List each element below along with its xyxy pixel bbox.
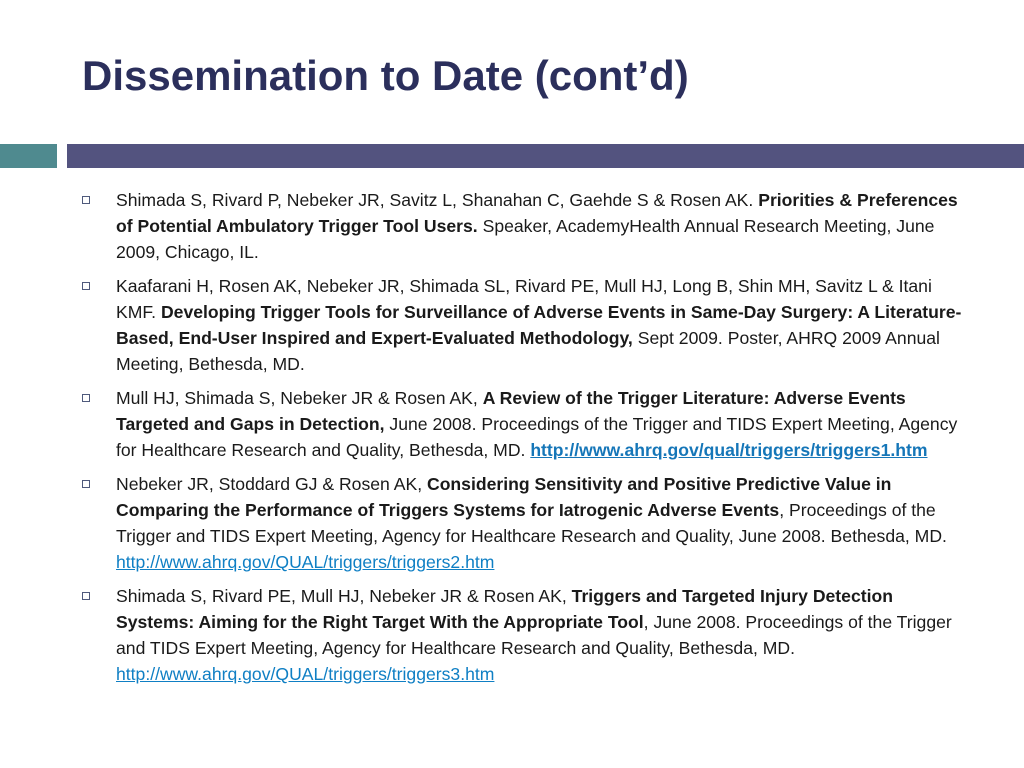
- ref-details: June 2008. Proceedings of the Trigger and TIDS Expert Meeting, Agency for Healthcare Research and Quality, Bethesda, MD.: [116, 414, 958, 460]
- square-bullet-icon: [82, 196, 90, 204]
- accent-bar-blue: [67, 144, 1024, 168]
- ref-title: Considering Sensitivity and Positive Predictive Value in Comparing the Performance of Triggers Systems for Iatrogenic Adverse Events: [116, 474, 892, 520]
- ref-link[interactable]: http://www.ahrq.gov/QUAL/triggers/triggers2.htm: [116, 552, 495, 572]
- ref-authors: Shimada S, Rivard P, Nebeker JR, Savitz L, Shanahan C, Gaehde S & Rosen AK.: [116, 190, 759, 210]
- ref-details: Speaker, AcademyHealth Annual Research Meeting, June 2009, Chicago, IL.: [116, 216, 935, 262]
- square-bullet-icon: [82, 282, 90, 290]
- ref-authors: Shimada S, Rivard PE, Mull HJ, Nebeker JR & Rosen AK,: [116, 586, 572, 606]
- list-item: [80, 273, 972, 377]
- ref-details: Sept 2009. Poster, AHRQ 2009 Annual Meeting, Bethesda, MD.: [116, 328, 940, 374]
- ref-link[interactable]: http://www.ahrq.gov/QUAL/triggers/triggers3.htm: [116, 664, 495, 684]
- ref-authors: Kaafarani H, Rosen AK, Nebeker JR, Shimada SL, Rivard PE, Mull HJ, Long B, Shin MH, Savitz L & Itani KMF.: [116, 276, 932, 322]
- ref-details: , Proceedings of the Trigger and TIDS Expert Meeting, Agency for Healthcare Research and Quality, June 2008. Bethesda, MD.: [116, 500, 947, 546]
- list-item: [80, 385, 972, 463]
- ref-authors: Nebeker JR, Stoddard GJ & Rosen AK,: [116, 474, 427, 494]
- square-bullet-icon: [82, 592, 90, 600]
- page-title: Dissemination to Date (cont’d): [82, 52, 689, 99]
- ref-authors: Mull HJ, Shimada S, Nebeker JR & Rosen AK,: [116, 388, 483, 408]
- reference-list: [80, 187, 972, 695]
- ref-link[interactable]: http://www.ahrq.gov/qual/triggers/triggers1.htm: [530, 440, 928, 460]
- list-item: [80, 583, 972, 687]
- ref-title: Triggers and Targeted Injury Detection Systems: Aiming for the Right Target With the Appropriate Tool: [116, 586, 893, 632]
- ref-title: Priorities & Preferences of Potential Ambulatory Trigger Tool Users.: [116, 190, 958, 236]
- ref-title: A Review of the Trigger Literature: Adverse Events Targeted and Gaps in Detection,: [116, 388, 906, 434]
- ref-title: Developing Trigger Tools for Surveillance of Adverse Events in Same-Day Surgery: A Literature-Based, End-User Inspired and Expert-Evaluated Methodology,: [116, 302, 962, 348]
- square-bullet-icon: [82, 394, 90, 402]
- square-bullet-icon: [82, 480, 90, 488]
- list-item: [80, 471, 972, 575]
- accent-bar-teal: [0, 144, 57, 168]
- list-item: [80, 187, 972, 265]
- ref-details: , June 2008. Proceedings of the Trigger and TIDS Expert Meeting, Agency for Healthcare Research and Quality, Bethesda, MD.: [116, 612, 952, 658]
